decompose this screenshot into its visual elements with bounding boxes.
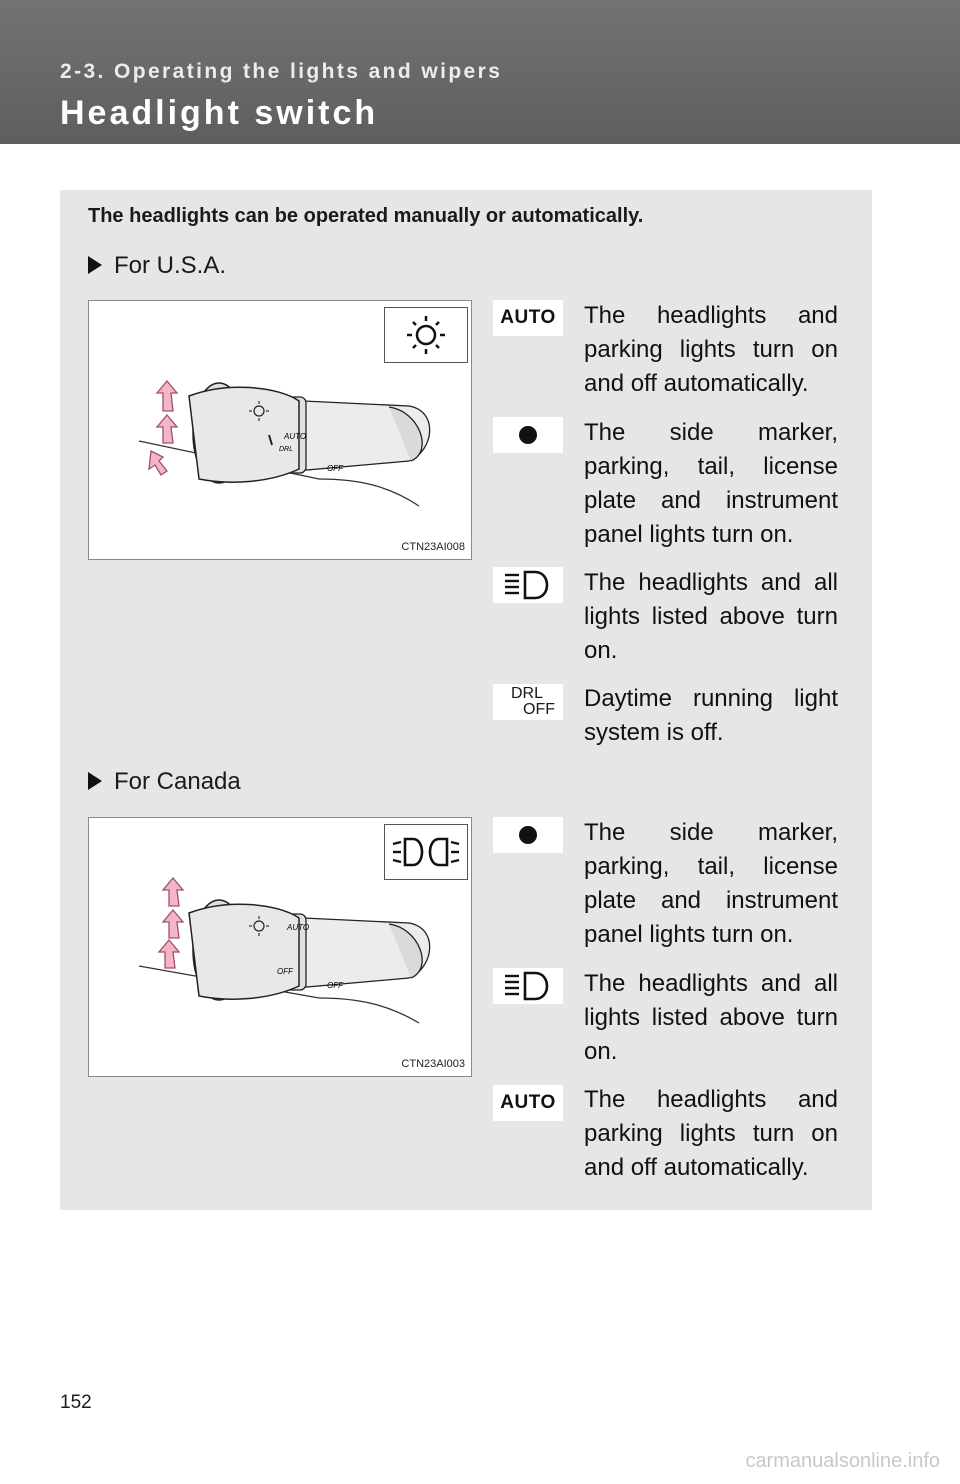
- lever-label-auto: AUTO: [284, 432, 307, 441]
- canada-desc-auto: The headlights and parking lights turn on and off automatically.: [584, 1086, 838, 1181]
- auto-symbol: AUTO: [493, 1085, 563, 1121]
- drl-off-label: OFF: [523, 701, 555, 718]
- up-arrow-icon: [159, 940, 179, 968]
- region-usa-heading: [88, 252, 226, 280]
- figure-code: CTN23AI003: [401, 1058, 465, 1070]
- canada-desc-headlights: The headlights and all lights listed above turn on.: [584, 970, 838, 1065]
- figure-canada: [88, 817, 472, 1077]
- parking-light-symbol: [384, 824, 468, 880]
- dot-icon: [519, 826, 537, 844]
- headlight-on-symbol: [384, 307, 468, 363]
- figure-usa: [88, 300, 472, 560]
- watermark: carmanualsonline.info: [745, 1450, 940, 1472]
- page-number: 152: [60, 1392, 92, 1413]
- parking-dot-symbol: [493, 417, 563, 453]
- headlight-symbol: [493, 968, 563, 1004]
- triangle-bullet-icon: [88, 772, 102, 790]
- up-arrow-icon: [157, 381, 177, 411]
- figure-code: CTN23AI008: [401, 541, 465, 553]
- drl-off-symbol: [493, 684, 563, 720]
- up-arrow-icon: [163, 910, 183, 938]
- headlight-beam-icon: [499, 569, 557, 601]
- canada-desc-parking: The side marker, parking, tail, license plate and instrument panel lights turn on.: [584, 819, 838, 948]
- header-bar: [0, 0, 960, 144]
- headlight-symbol: [493, 567, 563, 603]
- section-label: 2-3. Operating the lights and wipers: [60, 60, 503, 83]
- intro-text: The headlights can be operated manually or automatically.: [88, 205, 644, 227]
- triangle-bullet-icon: [88, 256, 102, 274]
- drl-label: DRL: [511, 685, 544, 702]
- lever-label-off: OFF: [327, 981, 343, 990]
- lever-label-drl: DRL: [279, 446, 294, 453]
- light-bulb-icon: [385, 308, 467, 362]
- usa-desc-headlights: The headlights and all lights listed above turn on.: [584, 569, 838, 664]
- usa-desc-parking: The side marker, parking, tail, license plate and instrument panel lights turn on.: [584, 419, 838, 548]
- usa-desc-drl: Daytime running light system is off.: [584, 685, 838, 746]
- parking-light-icon: [385, 825, 467, 879]
- up-arrow-icon: [163, 878, 183, 906]
- parking-dot-symbol: [493, 817, 563, 853]
- headlight-beam-icon: [499, 970, 557, 1002]
- up-arrow-icon: [157, 415, 177, 443]
- down-arrow-icon: [149, 451, 167, 475]
- dot-icon: [519, 426, 537, 444]
- region-canada-heading: [88, 768, 241, 796]
- region-usa-label: For U.S.A.: [114, 252, 227, 279]
- auto-symbol: AUTO: [493, 300, 563, 336]
- page-title: Headlight switch: [60, 94, 379, 132]
- lever-label-off: OFF: [277, 967, 293, 976]
- region-canada-label: For Canada: [114, 768, 241, 795]
- usa-desc-auto: The headlights and parking lights turn on and off automatically.: [584, 302, 838, 397]
- lever-label-off: OFF: [327, 464, 343, 473]
- lever-label-auto: AUTO: [287, 923, 310, 932]
